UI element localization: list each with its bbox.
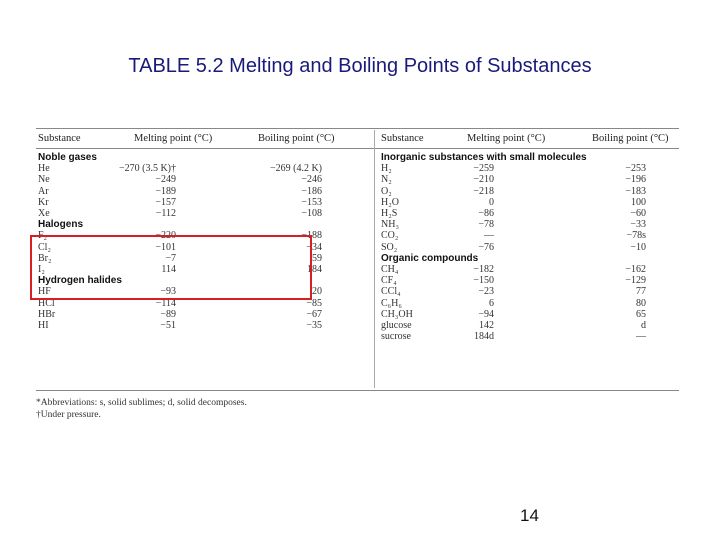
section-heading: Organic compounds	[381, 252, 479, 264]
boiling-point-value: −269 (4.2 K)	[269, 163, 322, 175]
melting-point-value: −270 (3.5 K)†	[118, 163, 176, 175]
substance-name: NH₃	[381, 219, 399, 231]
melting-point-value: 114	[161, 264, 176, 275]
substance-name: Ne	[38, 174, 50, 186]
substance-name: Ar	[38, 185, 49, 197]
boiling-point-value: −33	[630, 219, 646, 231]
substance-name: sucrose	[381, 331, 411, 343]
left-boiling-header: Boiling point (°C)	[258, 133, 335, 144]
boiling-point-value: 100	[631, 196, 646, 208]
melting-point-value: −78	[478, 219, 494, 231]
melting-point-value: 184d	[474, 331, 494, 343]
substance-name: Xe	[38, 208, 50, 219]
melting-point-value: −210	[473, 174, 494, 186]
melting-point-value: −157	[155, 196, 176, 208]
section-heading: Halogens	[38, 219, 84, 231]
boiling-point-value: −153	[301, 196, 322, 208]
melting-point-value: −76	[478, 241, 494, 253]
footnote-pressure: †Under pressure.	[36, 410, 101, 420]
section-heading: Hydrogen halides	[38, 275, 122, 287]
melting-point-value: −150	[473, 275, 494, 287]
boiling-point-value: −10	[630, 241, 646, 253]
melting-point-value: −220	[155, 230, 176, 242]
substance-name: HBr	[38, 308, 56, 320]
substance-name: Cl₂	[38, 241, 51, 253]
left-melting-header: Melting point (°C)	[134, 133, 213, 144]
boiling-point-value: —	[636, 331, 646, 343]
right-melting-header: Melting point (°C)	[467, 133, 546, 144]
substance-name: H₂O	[381, 196, 399, 208]
substance-name: O₂	[381, 185, 392, 197]
substance-name: CF₄	[381, 275, 397, 287]
melting-point-value: −218	[473, 185, 494, 197]
substance-name: N₂	[381, 174, 392, 186]
melting-point-value: −189	[155, 185, 176, 197]
substance-name: H₂	[381, 163, 392, 175]
substance-name: CH₄	[381, 264, 399, 275]
boiling-point-value: 77	[636, 286, 646, 298]
slide-title: TABLE 5.2 Melting and Boiling Points of Substances	[128, 55, 592, 77]
boiling-point-value: 65	[636, 308, 646, 320]
boiling-point-value: −60	[630, 208, 646, 219]
boiling-point-value: −188	[301, 230, 322, 242]
left-substance-header: Substance	[38, 133, 81, 144]
boiling-point-value: −67	[306, 308, 322, 320]
melting-point-value: −23	[478, 286, 494, 298]
substance-name: He	[38, 163, 50, 175]
boiling-point-value: −162	[625, 264, 646, 275]
substance-name: HCl	[38, 297, 55, 309]
page-number: 14	[520, 506, 539, 525]
boiling-point-value: −108	[301, 208, 322, 219]
section-heading: Inorganic substances with small molecules	[381, 152, 587, 163]
melting-point-value: −7	[165, 252, 176, 264]
substance-name: C₆H₆	[381, 297, 402, 309]
boiling-point-value: d	[641, 320, 646, 331]
substance-name: Kr	[38, 196, 49, 208]
boiling-point-value: 59	[312, 252, 322, 264]
boiling-point-value: −34	[306, 241, 322, 253]
boiling-point-value: 184	[307, 264, 322, 275]
melting-point-value: −51	[160, 320, 176, 331]
substance-name: F₂	[38, 230, 48, 242]
substance-name: CCl₄	[381, 286, 401, 298]
boiling-point-value: −246	[301, 174, 322, 186]
melting-point-value: 6	[489, 297, 494, 309]
substance-name: HI	[38, 320, 49, 331]
boiling-point-value: −35	[306, 320, 322, 331]
melting-point-value: −249	[155, 174, 176, 186]
substance-name: I₂	[38, 264, 45, 275]
boiling-point-value: −186	[301, 185, 322, 197]
top-rule	[36, 128, 679, 129]
right-boiling-header: Boiling point (°C)	[592, 133, 669, 144]
substance-name: HF	[38, 286, 51, 298]
halogens-highlight-box	[30, 235, 312, 300]
boiling-point-value: −183	[625, 185, 646, 197]
footnote-abbreviations: *Abbreviations: s, solid sublimes; d, solid decomposes.	[36, 398, 247, 408]
substance-name: Br₂	[38, 252, 52, 264]
boiling-point-value: 80	[636, 297, 646, 309]
melting-point-value: −114	[155, 297, 176, 309]
melting-point-value: −93	[160, 286, 176, 298]
melting-point-value: −259	[473, 163, 494, 175]
column-divider	[374, 130, 375, 388]
substance-name: CH₃OH	[381, 308, 413, 320]
substance-name: H₂S	[381, 208, 398, 219]
header-rule	[36, 148, 679, 149]
right-substance-header: Substance	[381, 133, 424, 144]
melting-point-value: −182	[473, 264, 494, 275]
bottom-rule	[36, 390, 679, 391]
boiling-point-value: 20	[312, 286, 322, 298]
boiling-point-value: −196	[625, 174, 646, 186]
boiling-point-value: −129	[625, 275, 646, 287]
substance-name: CO₂	[381, 230, 399, 242]
melting-point-value: −86	[478, 208, 494, 219]
melting-point-value: —	[484, 230, 494, 242]
melting-point-value: −101	[155, 241, 176, 253]
melting-point-value: 142	[479, 320, 494, 331]
substance-name: SO₂	[381, 241, 398, 253]
section-heading: Noble gases	[38, 152, 97, 163]
melting-point-value: 0	[489, 196, 494, 208]
boiling-point-value: −85	[306, 297, 322, 309]
boiling-point-value: −78s	[626, 230, 646, 242]
boiling-point-value: −253	[625, 163, 646, 175]
melting-point-value: −89	[160, 308, 176, 320]
melting-point-value: −94	[478, 308, 494, 320]
melting-point-value: −112	[155, 208, 176, 219]
substance-name: glucose	[381, 320, 412, 331]
